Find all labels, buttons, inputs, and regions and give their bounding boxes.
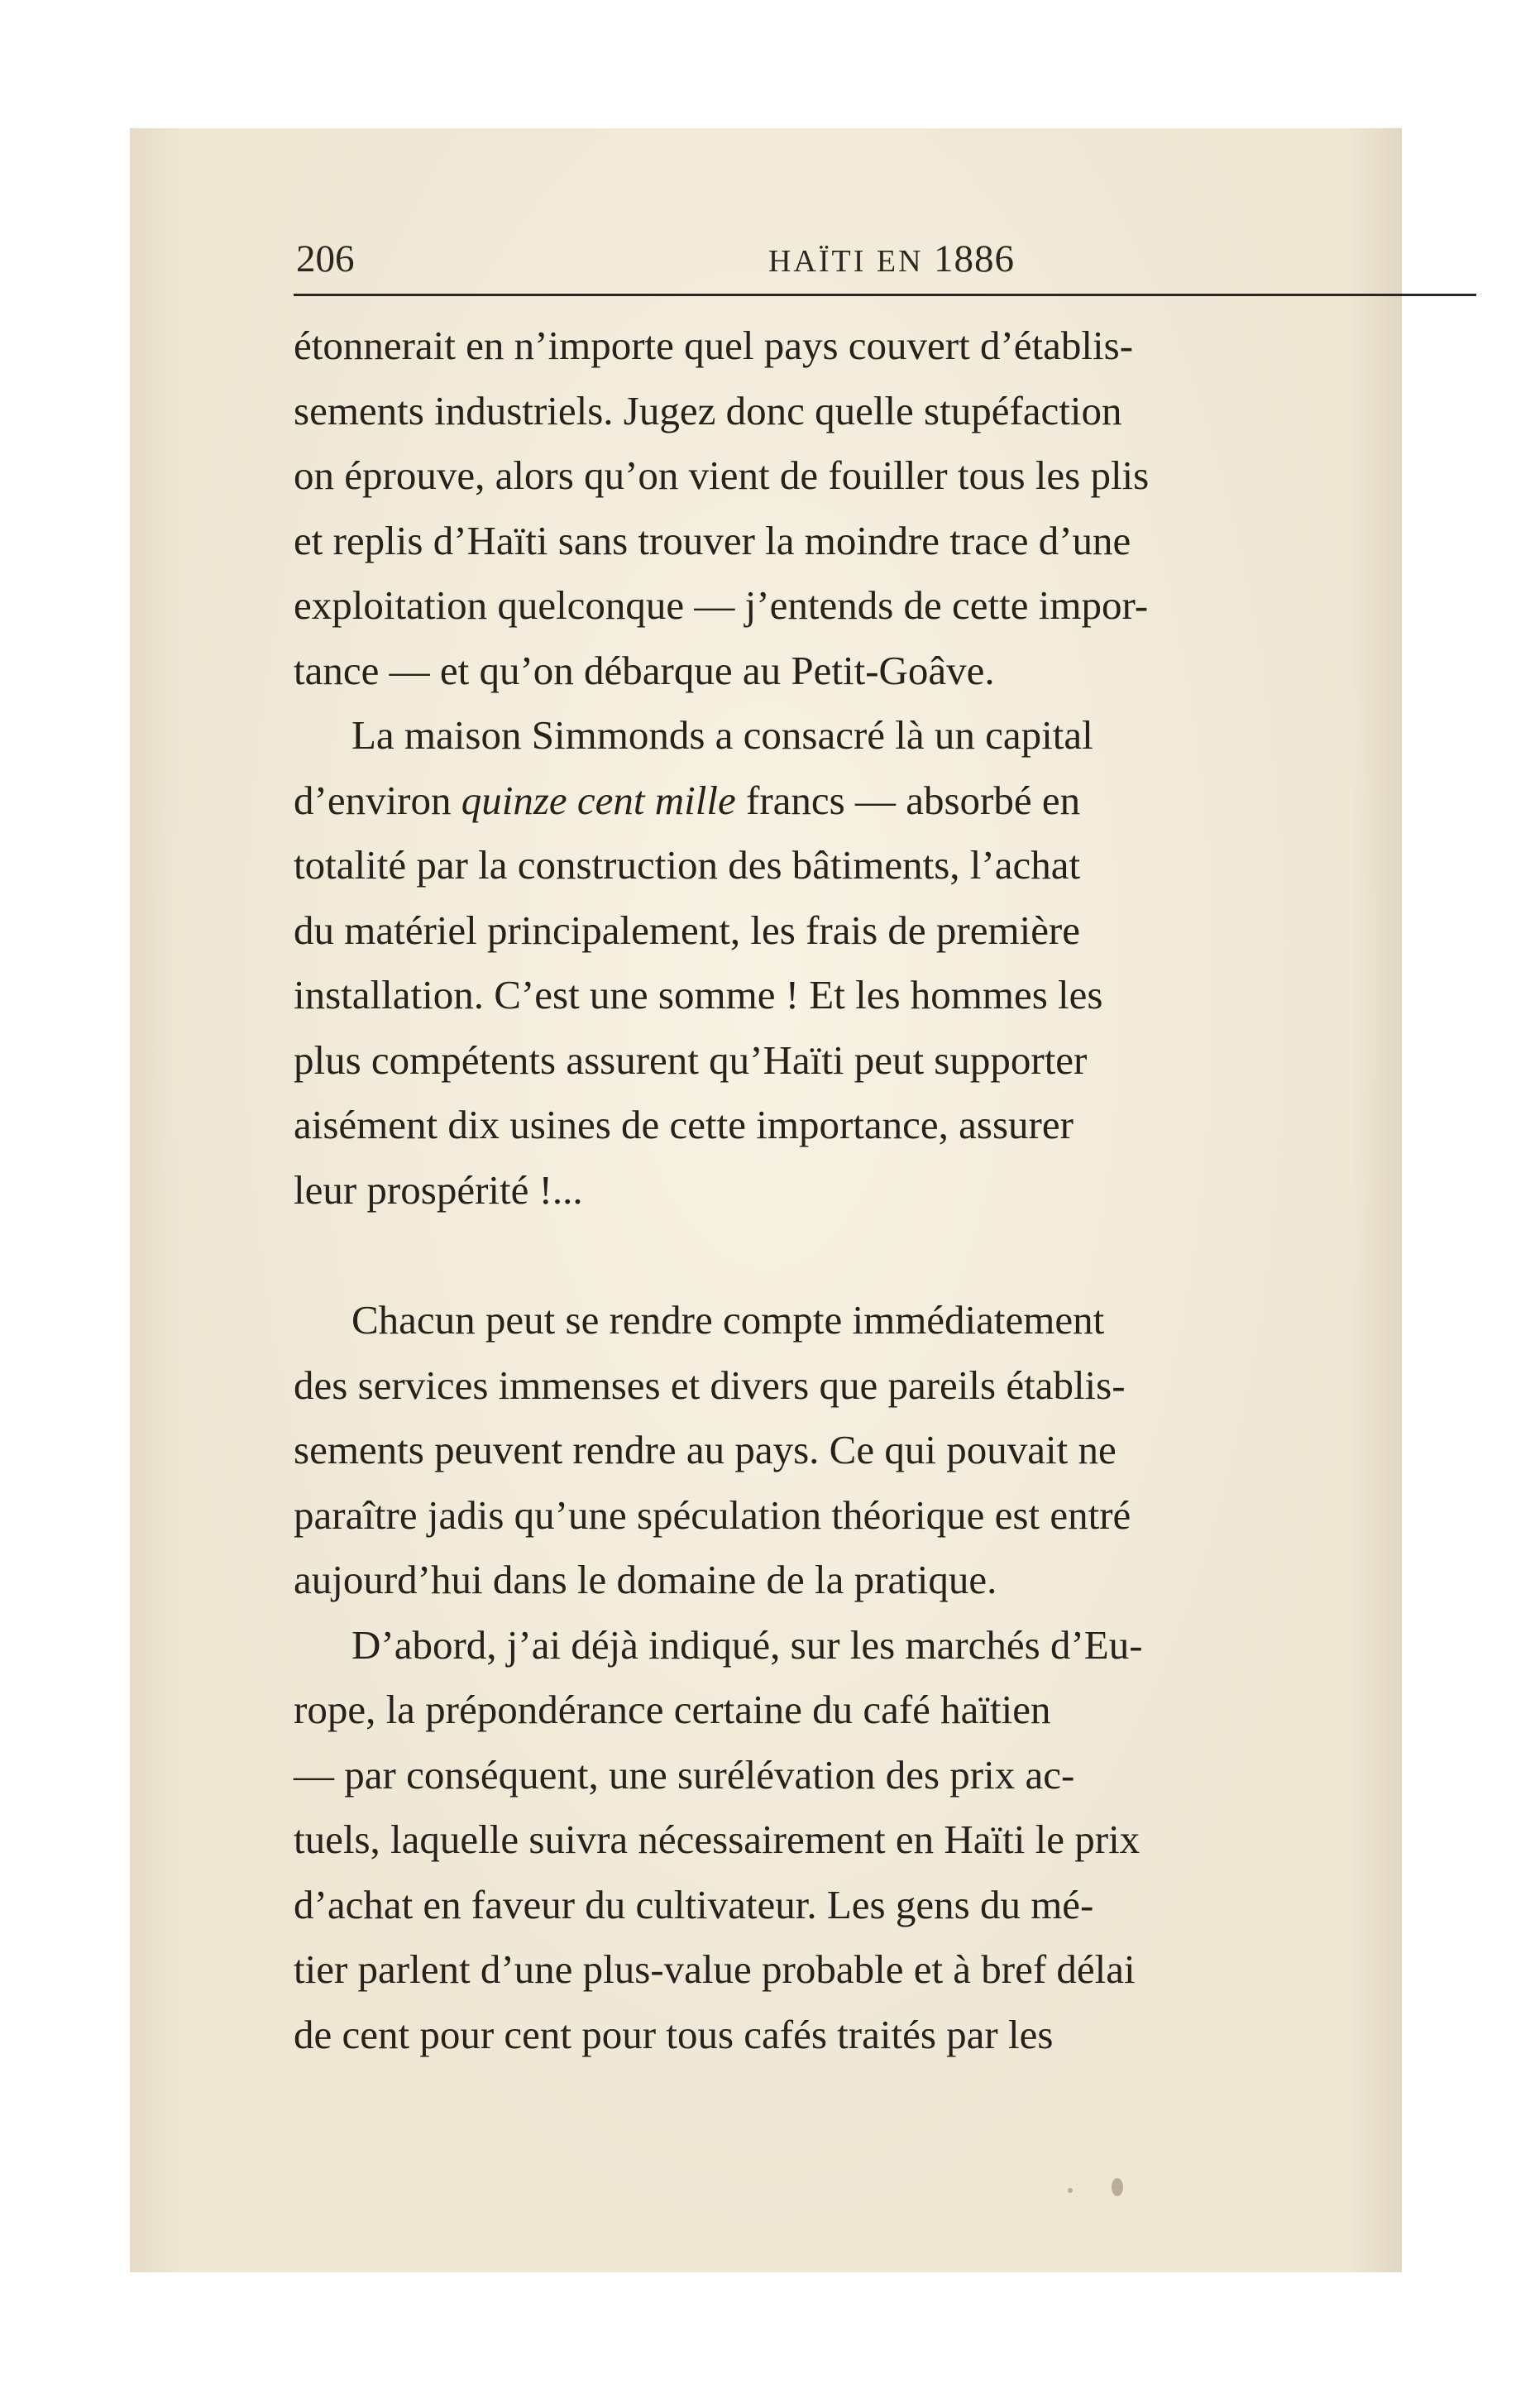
body-text [294,314,1476,2067]
running-year: 1886 [934,237,1016,280]
paragraph-2-before: La maison Simmonds a consacré là un capital d’environ [294,712,1093,823]
page-header [296,226,1487,292]
running-title: HAÏTI EN [768,244,924,279]
paragraph-2-italic: quinze cent mille [461,777,736,823]
ink-speck [1112,2178,1123,2196]
header-rule [294,294,1476,296]
page-number: 206 [296,237,355,280]
paragraph-4: D’abord, j’ai déjà indiqué, sur les marchés d’Eu- rope, la prépondérance certaine du café haïtien — par conséquent, une surélévation des prix ac- tuels, laquelle suivra nécessairement en Haïti le prix d’achat en faveur du cultivateur. Les gens du mé- tier parlent d’une plus-value probable et à bref délai de cent pour cent pour tous cafés traités par les [294,1621,1143,2057]
paragraph-3: Chacun peut se rendre compte immédiatement des services immenses et divers que pareils établis- sements peuvent rendre au pays. Ce qui pouvait ne paraître jadis qu’une spéculation théorique est entré aujourd’hui dans le domaine de la pratique. [294,1297,1131,1602]
ink-speck [1068,2188,1073,2193]
running-head [296,226,1487,294]
paragraph-2-after: francs — absorbé en totalité par la construction des bâtiments, l’achat du matériel principalement, les frais de première installation. C’est une somme ! Et les hommes les plus compétents assurent qu’Haïti peut supporter aisément dix usines de cette importance, assurer leur prospérité !... [294,777,1103,1213]
paragraph-2 [294,703,1476,1223]
book-page [130,128,1402,2272]
section-break [294,1223,1476,1288]
paragraph-1: étonnerait en n’importe quel pays couvert d’établis- sements industriels. Jugez donc quelle stupéfaction on éprouve, alors qu’on vient de fouiller tous les plis et replis d’Haïti sans trouver la moindre trace d’une exploitation quelconque — j’entends de cette impor- tance — et qu’on débarque au Petit-Goâve. [294,323,1150,693]
